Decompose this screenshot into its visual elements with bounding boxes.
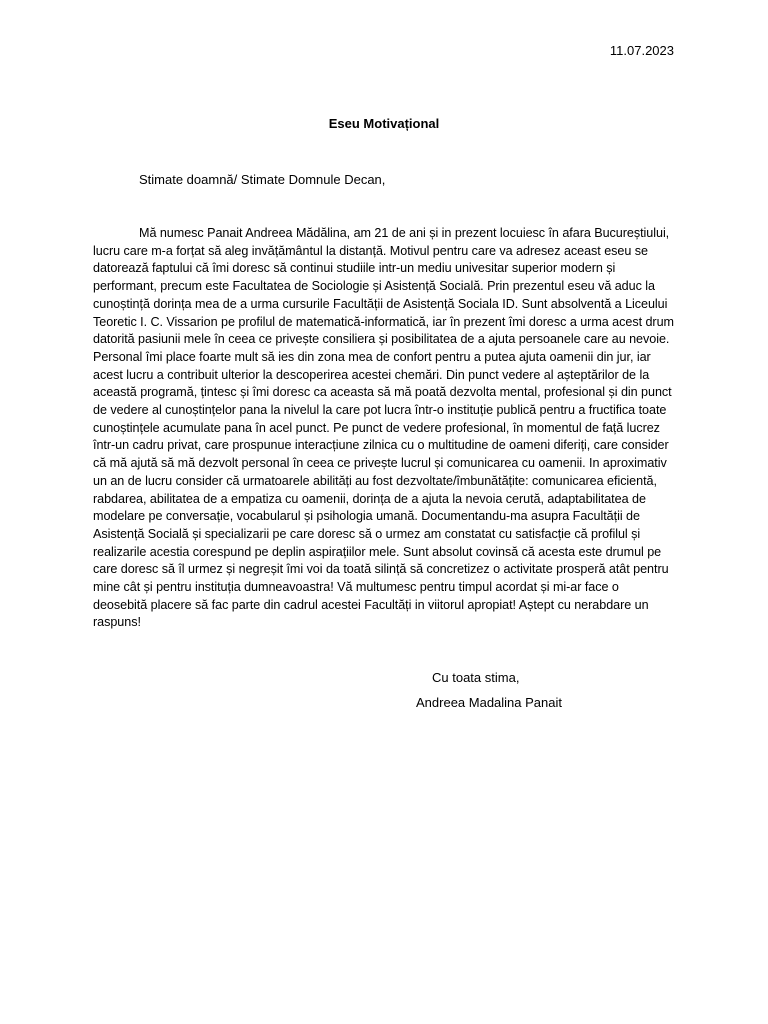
essay-body-paragraph: Mă numesc Panait Andreea Mădălina, am 21 de ani și in prezent locuiesc în afara Bucureștiului, lucru care m-a forțat să aleg invățământul la distanță. Motivul pentru care va adresez aceast eseu se datorează faptului că îmi doresc să continui studiile intr-un mediu univesitar superior modern și performant, precum este Facultatea de Sociologie și Asistență Socială. Prin prezentul eseu vă aduc la cunoștință dorința mea de a urma cursurile Facultății de Asistență Sociala ID. Sunt absolventă a Liceului Teoretic I. C. Vissarion pe profilul de matematică-informatică, iar în prezent îmi doresc a urma acest drum datorită pasiunii mele în ceea ce privește consiliera și posibilitatea de a ajuta persoanele care au nevoie. Personal îmi place foarte mult să ies din zona mea de confort pentru a putea ajuta oamenii din jur, iar acest lucru a contribuit ulterior la descoperirea acestei chemări. Din punct vedere al așteptărilor de la această programă, țintesc și îmi doresc ca aceasta să mă poată dezvolta mental, profesional și din punct de vedere al cunoștințelor pana la nivelul la care pot lucra într-o instituție publică pentru a fructifica toate cunoștințele acumulate pana în acel punct. Pe punct de vedere profesional, în momentul de față lucrez într-un cadru privat, care prospunue interacțiune zilnica cu o multitudine de oameni diferiți, care consider că mă ajută să mă dezvolt personal în ceea ce privește lucrul și comunicarea cu oamenii. In aproximativ un an de lucru consider că urmatoarele abilități au fost dezvoltate/îmbunătățite: comunicarea eficientă, rabdarea, abilitatea de a empatiza cu oamenii, dorința de a ajuta la nevoia cerută, adaptabilitatea de modelare pe conversație, vocabularul și psihologia umană. Documentandu-ma asupra Facultății de Asistență Socială și specializarii pe care doresc să o urmez am constatat cu satisfacție că profilul și realizarile acestia corespund pe deplin aspirațiilor mele. Sunt absolut covinsă că acesta este drumul pe care doresc să îl urmez și negreșit îmi voi da toată silință să concretizez o activitate prosperă atât pentru mine cât și pentru instituția dumneavoastra! Vă multumesc pentru timpul acordat și mi-ar face o deosebită placere să fac parte din cadrul acestei Facultăți in viitorul apropiat! Aștept cu nerabdare un raspuns! [93, 226, 674, 630]
closing-line: Cu toata stima, [432, 670, 520, 685]
salutation: Stimate doamnă/ Stimate Domnule Decan, [139, 172, 386, 187]
document-title: Eseu Motivațional [328, 116, 440, 131]
signature-name: Andreea Madalina Panait [416, 695, 562, 710]
letter-date: 11.07.2023 [609, 43, 674, 58]
